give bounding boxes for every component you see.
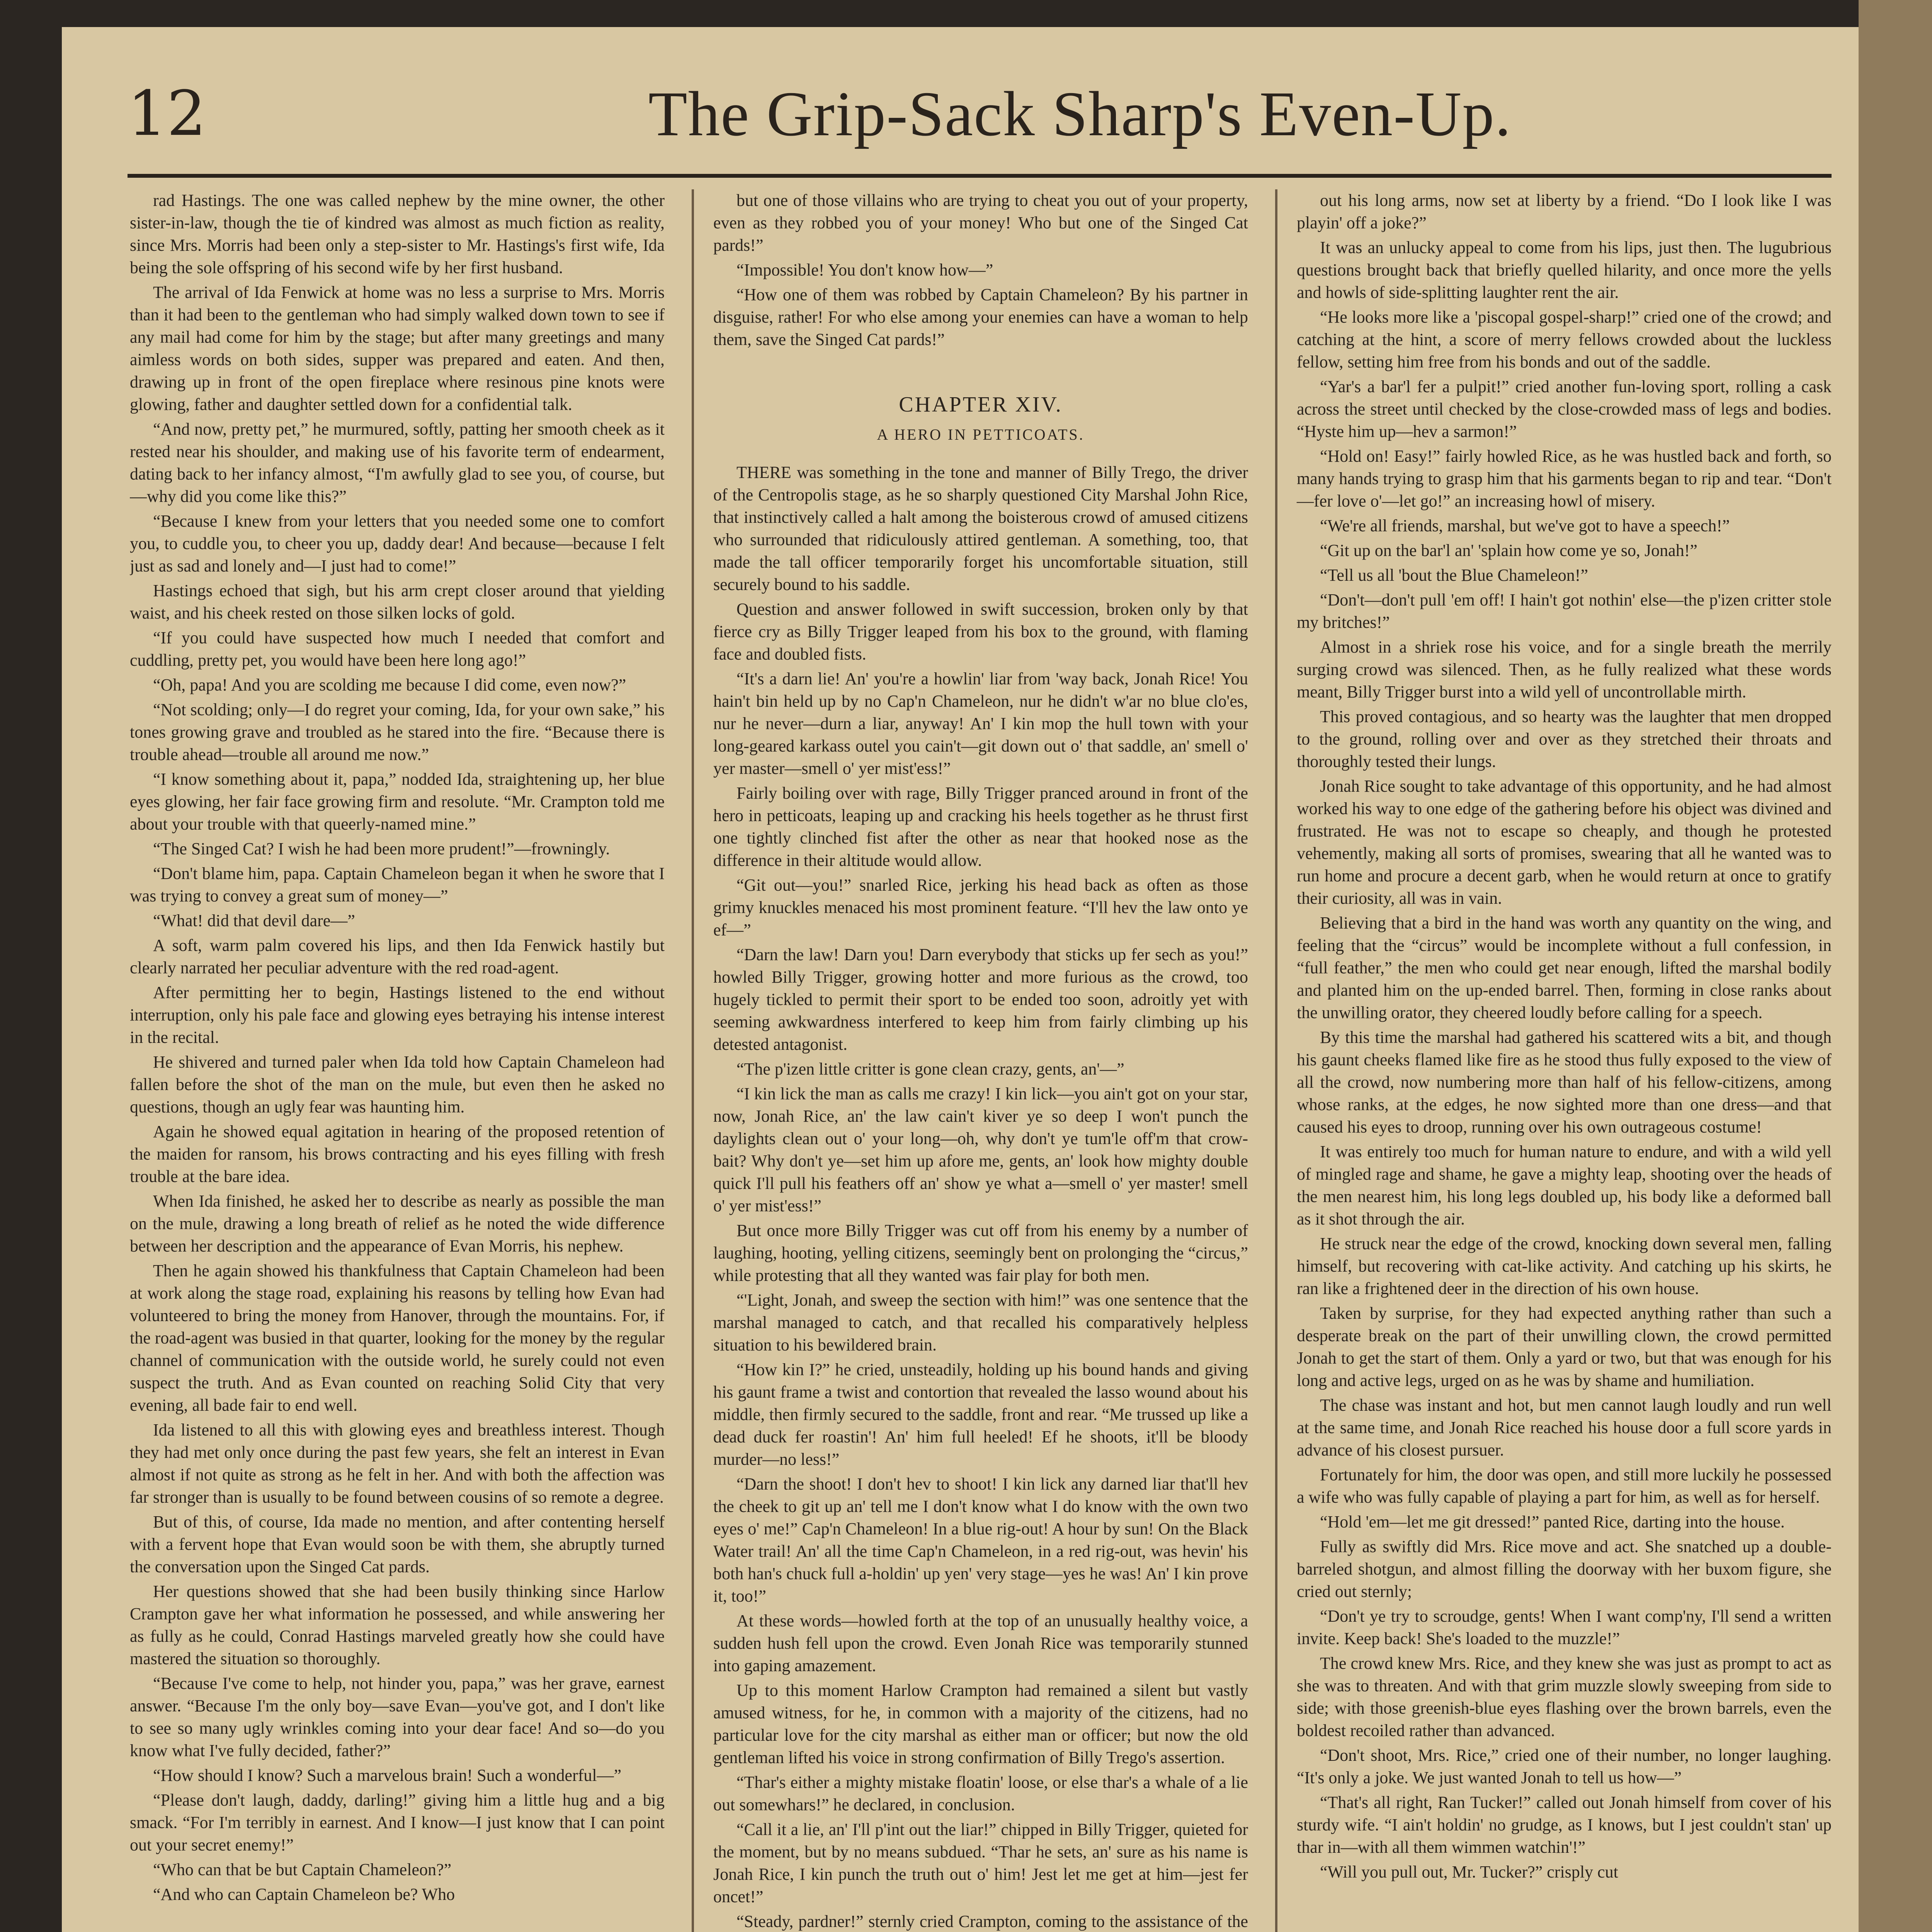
text-columns <box>128 189 1832 1932</box>
paragraph: He shivered and turned paler when Ida told how Captain Chameleon had fallen before the shot of the man on the mule, but even then he asked no questions, though an ugly fear was haunting him. <box>130 1053 665 1116</box>
paragraph: He struck near the edge of the crowd, knocking down several men, falling himself, but recovering with cat-like activity. And catching up his skirts, he ran like a frightened deer in the direction of his own house. <box>1297 1234 1832 1298</box>
paragraph: “Thar's either a mighty mistake floatin' loose, or else thar's a whale of a lie out somewhars!” he declared, in conclusion. <box>713 1773 1248 1814</box>
paragraph: “What! did that devil dare—” <box>153 911 355 930</box>
column-2 <box>692 189 1248 1932</box>
paragraph: “He looks more like a 'piscopal gospel-sharp!” cried one of the crowd; and catching at the hint, a score of merry fellows crowded about the luckless fellow, setting him free from his bonds and out of the saddle. <box>1297 308 1832 371</box>
paragraph: “Don't blame him, papa. Captain Chameleon began it when he swore that I was trying to convey a great sum of money—” <box>130 864 665 905</box>
page-header <box>128 73 1832 178</box>
paragraph: Again he showed equal agitation in hearing of the proposed retention of the maiden for ransom, his brows contracting and his eyes filling with fresh trouble at the bare idea. <box>130 1122 665 1186</box>
paragraph: “Hold on! Easy!” fairly howled Rice, as he was hustled back and forth, so many hands trying to grasp him that his garments began to rip and tear. “Don't—fer love o'—let go!” an increasing howl of misery. <box>1297 447 1832 510</box>
page-number: 12 <box>128 77 206 150</box>
paragraph: Believing that a bird in the hand was worth any quantity on the wing, and feeling that the “circus” would be incomplete without a full confession, in “full feather,” the men who could get near enough, lifted the marshal bodily and planted him on the up-ended barrel. Then, forming in close ranks about the unwilling orator, they cheered loudly before calling for a speech. <box>1297 913 1832 1022</box>
paragraph: But once more Billy Trigger was cut off from his enemy by a number of laughing, hooting, yelling citizens, seemingly bent on prolonging the “circus,” while protesting that all they wanted was fair play for both men. <box>713 1221 1248 1285</box>
paragraph: “Steady, pardner!” sternly cried Crampton, coming to the assistance of the <box>736 1912 1248 1931</box>
paragraph: “And who can Captain Chameleon be? Who <box>153 1885 455 1904</box>
paragraph: A soft, warm palm covered his lips, and then Ida Fenwick hastily but clearly narrated her peculiar adventure with the red road-agent. <box>130 936 665 977</box>
paragraph: “How kin I?” he cried, unsteadily, holding up his bound hands and giving his gaunt frame a twist and contortion that revealed the lasso wound about his middle, then firmly secured to the saddle, front and rear. “Me trussed up like a dead duck fer roastin'! An' him full heeled! Ef he shoots, it'll be bloody murder—no less!” <box>713 1360 1248 1469</box>
paragraph: “Because I knew from your letters that you needed some one to comfort you, to cuddle you, to cheer you up, daddy dear! And because—because I felt just as sad and lonely and—I just had to come!” <box>130 512 665 575</box>
paragraph: “Oh, papa! And you are scolding me because I did come, even now?” <box>153 675 626 694</box>
paragraph: This proved contagious, and so hearty was the laughter that men dropped to the ground, rolling over and over as they stretched their throats and thoroughly tested their lungs. <box>1297 707 1832 771</box>
paragraph: rad Hastings. The one was called nephew by the mine owner, the other sister-in-law, though the tie of kindred was almost as much fiction as reality, since Mrs. Morris had been only a step-sister to Mr. Hastings's first wife, Ida being the sole offspring of his second wife by her first husband. <box>130 191 665 277</box>
paragraph: “Impossible! You don't know how—” <box>736 260 993 279</box>
paragraph: “Darn the shoot! I don't hev to shoot! I kin lick any darned liar that'll hev the cheek to git up an' tell me I don't know what I do know with the own two eyes o' me!” Cap'n Chameleon! In a blue rig-out! A hour by sun! On the Black Water trail! An' all the time Cap'n Chameleon, in a red rig-out, was hevin' his both han's chuck full a-holdin' up yen' very stage—yes he was! An' I kin prove it, too!” <box>713 1475 1248 1605</box>
column-1 <box>128 189 665 1932</box>
paragraph: “How one of them was robbed by Captain Chameleon? By his partner in disguise, rather! For who else among your enemies can have a woman to help them, save the Singed Cat pards!” <box>713 285 1248 349</box>
paragraph: Taken by surprise, for they had expected anything rather than such a desperate break on the part of their unwilling clown, the crowd permitted Jonah to get the start of them. Only a yard or two, but that was enough for his long and active legs, urged on as he was by shame and humiliation. <box>1297 1304 1832 1390</box>
paragraph: “If you could have suspected how much I needed that comfort and cuddling, pretty pet, you would have been here long ago!” <box>130 628 665 670</box>
paragraph: When Ida finished, he asked her to describe as nearly as possible the man on the mule, drawing a long breath of relief as he noted the wide difference between her description and the appearance of Evan Morris, his nephew. <box>130 1192 665 1255</box>
paragraph: “Darn the law! Darn you! Darn everybody that sticks up fer sech as you!” howled Billy Trigger, growing hotter and more furious as the crowd, too hugely tickled to permit their sport to be ended too soon, adroitly yet with seeming awkwardness interfered to keep him from fairly climbing up his detested antagonist. <box>713 945 1248 1054</box>
paragraph: It was an unlucky appeal to come from his lips, just then. The lugubrious questions brought back that briefly quelled hilarity, and once more the yells and howls of side-splitting laughter rent the air. <box>1297 238 1832 302</box>
paragraph: “How should I know? Such a marvelous brain! Such a wonderful—” <box>153 1766 622 1785</box>
paragraph: “Call it a lie, an' I'll p'int out the liar!” chipped in Billy Trigger, quieted for the moment, but by no means subdued. “Thar he sets, an' sure as his name is Jonah Rice, I kin punch the truth out o' him! Jest let me get at him—jest fer oncet!” <box>713 1820 1248 1906</box>
paragraph: “That's all right, Ran Tucker!” called out Jonah himself from cover of his sturdy wife. “I ain't holdin' no grudge, as I knows, but I jest couldn't stan' up thar in—with all them wimmen watchin'!” <box>1297 1793 1832 1857</box>
paragraph: “It's a darn lie! An' you're a howlin' liar from 'way back, Jonah Rice! You hain't bin held up by no Cap'n Chameleon, nur he didn't w'ar no blue clo'es, nur he never—durn a liar, anyway! An' I kin mop the hull town with your long-geared karkass outel you cain't—git down out o' that saddle, an' smell o' yer master—smell o' yer mist'ess!” <box>713 669 1248 778</box>
paragraph: The arrival of Ida Fenwick at home was no less a surprise to Mrs. Morris than it had been to the gentleman who had simply walked down town to see if any mail had come for him by the stage; but after many greetings and many aimless words on both sides, supper was prepared and eaten. And then, drawing up in front of the open fireplace where resinous pine knots were glowing, father and daughter settled down for a confidential talk. <box>130 283 665 414</box>
paragraph: “Hold 'em—let me git dressed!” panted Rice, darting into the house. <box>1320 1512 1785 1531</box>
column-3 <box>1275 189 1832 1932</box>
paragraph: Up to this moment Harlow Crampton had remained a silent but vastly amused witness, for he, in common with a majority of the citizens, had no particular love for the city marshal as either man or officer; but now the old gentleman lifted his voice in strong confirmation of Billy Trego's assertion. <box>713 1681 1248 1767</box>
paragraph: Then he again showed his thankfulness that Captain Chameleon had been at work along the stage road, explaining his reasons by telling how Evan had volunteered to bring the money from Hanover, through the mountains. For, if the road-agent was busied in that quarter, looking for the money by the regular channel of communication with the outside world, he surely could not even suspect the truth. And as Evan counted on reaching Solid City that very evening, all bade fair to end well. <box>130 1261 665 1415</box>
paragraph: “The p'izen little critter is gone clean crazy, gents, an'—” <box>736 1060 1124 1078</box>
paragraph: THERE was something in the tone and manner of Billy Trego, the driver of the Centropolis stage, as he so sharply questioned City Marshal John Rice, that instinctively called a halt among the boisterous crowd of amused citizens who surrounded that ridiculously attired gentleman. A something, too, that made the tall officer temporarily forget his uncomfortable situation, still securely bound to his saddle. <box>713 463 1248 594</box>
paragraph: Fortunately for him, the door was open, and still more luckily he possessed a wife who was fully capable of playing a part for him, as well as for herself. <box>1297 1465 1832 1507</box>
paragraph: “Not scolding; only—I do regret your coming, Ida, for your own sake,” his tones growing grave and troubled as he stared into the fire. “Because there is trouble ahead—trouble all around me now.” <box>130 700 665 764</box>
paragraph: “Don't shoot, Mrs. Rice,” cried one of their number, no longer laughing. “It's only a joke. We just wanted Jonah to tell us how—” <box>1297 1746 1832 1787</box>
paragraph: “I kin lick the man as calls me crazy! I kin lick—you ain't got on your star, now, Jonah Rice, an' the law cain't kiver ye so deep I won't punch the daylights clean out o' your long—oh, why don't ye tum'le off'm that crow-bait? Why don't ye—set him up afore me, gents, an' look how mighty double quick I'll pull his feathers off an' show ye what a—smell o' yer master! smell o' yer mist'ess!” <box>713 1084 1248 1215</box>
paragraph: “Tell us all 'bout the Blue Chameleon!” <box>1320 566 1588 585</box>
paragraph: After permitting her to begin, Hastings listened to the end without interruption, only his pale face and glowing eyes betraying his intense interest in the recital. <box>130 983 665 1047</box>
paragraph: “Git out—you!” snarled Rice, jerking his head back as often as those grimy knuckles menaced his most prominent feature. “I'll hev the law onto ye ef—” <box>713 876 1248 939</box>
paragraph: The chase was instant and hot, but men cannot laugh loudly and run well at the same time, and Jonah Rice reached his house door a full score yards in advance of his closest pursuer. <box>1297 1396 1832 1459</box>
chapter-subtitle: A HERO IN PETTICOATS. <box>877 426 1085 443</box>
paragraph: but one of those villains who are trying to cheat you out of your property, even as they robbed you of your money! Who but one of the Singed Cat pards!” <box>713 191 1248 255</box>
paragraph: It was entirely too much for human nature to endure, and with a wild yell of mingled rage and shame, he gave a mighty leap, shooting over the heads of the men nearest him, his long legs doubled up, his body like a deformed ball as it shot through the air. <box>1297 1142 1832 1228</box>
paragraph: out his long arms, now set at liberty by a friend. “Do I look like I was playin' off a joke?” <box>1297 191 1832 232</box>
paragraph: “Will you pull out, Mr. Tucker?” crisply cut <box>1320 1862 1618 1881</box>
paragraph: Fairly boiling over with rage, Billy Trigger pranced around in front of the hero in petticoats, leaping up and cracking his heels together as he thrust first one tightly clinched fist after the other as near that hooked nose as the difference in their altitude would allow. <box>713 784 1248 870</box>
paragraph: “The Singed Cat? I wish he had been more prudent!”—frowningly. <box>153 839 610 858</box>
paragraph: But of this, of course, Ida made no mention, and after contenting herself with a fervent hope that Evan would soon be with them, she abruptly turned the conversation upon the Singed Cat pards. <box>130 1512 665 1576</box>
paragraph: “Please don't laugh, daddy, darling!” giving him a little hug and a big smack. “For I'm terribly in earnest. And I know—I just know that I can point out your secret enemy!” <box>130 1791 665 1854</box>
paragraph: At these words—howled forth at the top of an unusually healthy voice, a sudden hush fell upon the crowd. Even Jonah Rice was temporarily stunned into gaping amazement. <box>713 1611 1248 1675</box>
paragraph: By this time the marshal had gathered his scattered wits a bit, and though his gaunt cheeks flamed like fire as he stood thus fully exposed to the view of all the crowd, now numbering more than half of his fellow-citizens, among whose ranks, at the edges, he now sighted more than one dress—and that caused his eyes to droop, running over his own outrageous costume! <box>1297 1028 1832 1136</box>
paragraph: “I know something about it, papa,” nodded Ida, straightening up, her blue eyes glowing, her fair face growing firm and resolute. “Mr. Crampton told me about your trouble with that queerly-named mine.” <box>130 770 665 833</box>
paragraph: “And now, pretty pet,” he murmured, softly, patting her smooth cheek as it rested near his shoulder, and making use of his favorite term of endearment, dating back to her infancy almost, “I'm awfully glad to see you, of course, but—why did you come like this?” <box>130 420 665 506</box>
paragraph: Hastings echoed that sigh, but his arm crept closer around that yielding waist, and his cheek rested on those silken locks of gold. <box>130 581 665 622</box>
paragraph: The crowd knew Mrs. Rice, and they knew she was just as prompt to act as she was to threaten. And with that grim muzzle slowly sweeping from side to side; with those greenish-blue eyes flashing over the brown barrels, even the boldest recoiled rather than advanced. <box>1297 1654 1832 1740</box>
paragraph: “'Light, Jonah, and sweep the section with him!” was one sentence that the marshal managed to catch, and that recalled his comparatively helpless situation to his bewildered brain. <box>713 1291 1248 1354</box>
paragraph: Fully as swiftly did Mrs. Rice move and act. She snatched up a double-barreled shotgun, and almost filling the doorway with her buxom figure, she cried out sternly; <box>1297 1537 1832 1601</box>
newspaper-page <box>62 27 1920 1932</box>
paragraph: “Because I've come to help, not hinder you, papa,” was her grave, earnest answer. “Because I'm the only boy—save Evan—you've got, and I don't like to see so many ugly wrinkles coming into your dear face! And so—do you know what I've fully decided, father?” <box>130 1674 665 1760</box>
chapter-heading: CHAPTER XIV. <box>899 393 1063 417</box>
page-title: The Grip-Sack Sharp's Even-Up. <box>648 78 1512 149</box>
paragraph: “Don't ye try to scroudge, gents! When I want comp'ny, I'll send a written invite. Keep back! She's loaded to the muzzle!” <box>1297 1607 1832 1648</box>
paragraph: Jonah Rice sought to take advantage of this opportunity, and he had almost worked his way to one edge of the gathering before his object was divined and frustrated. He was not to escape so cheaply, and though he protested vehemently, making all sorts of promises, swearing that all he wanted was to run home and procure a decent garb, when he would return at once to gratify their curiosity, all was in vain. <box>1297 777 1832 908</box>
page-edge <box>1859 0 1932 1932</box>
paragraph: Her questions showed that she had been busily thinking since Harlow Crampton gave her what information he possessed, and while answering her as fully as he could, Conrad Hastings marveled greatly how she could have mastered the situation so thoroughly. <box>130 1582 665 1668</box>
paragraph: “Git up on the bar'l an' 'splain how come ye so, Jonah!” <box>1320 541 1697 560</box>
paragraph: Almost in a shriek rose his voice, and for a single breath the merrily surging crowd was silenced. Then, as he fully realized what these words meant, Billy Trigger burst into a wild yell of uncontrollable mirth. <box>1297 638 1832 701</box>
paragraph: Question and answer followed in swift succession, broken only by that fierce cry as Billy Trigger leaped from his box to the ground, with flaming face and doubled fists. <box>713 600 1248 663</box>
paragraph: “Who can that be but Captain Chameleon?” <box>153 1860 452 1879</box>
paragraph: Ida listened to all this with glowing eyes and breathless interest. Though they had met only once during the past few years, she felt an interest in Evan almost if not quite as strong as he felt in her. And with both the affection was far stronger than is usually to be found between cousins of so remote a degree. <box>130 1420 665 1507</box>
paragraph: “Don't—don't pull 'em off! I hain't got nothin' else—the p'izen critter stole my britches!” <box>1297 590 1832 632</box>
paragraph: “Yar's a bar'l fer a pulpit!” cried another fun-loving sport, rolling a cask across the street until checked by the close-crowded mass of legs and bodies. “Hyste him up—hev a sarmon!” <box>1297 377 1832 441</box>
paragraph: “We're all friends, marshal, but we've got to have a speech!” <box>1320 516 1730 535</box>
